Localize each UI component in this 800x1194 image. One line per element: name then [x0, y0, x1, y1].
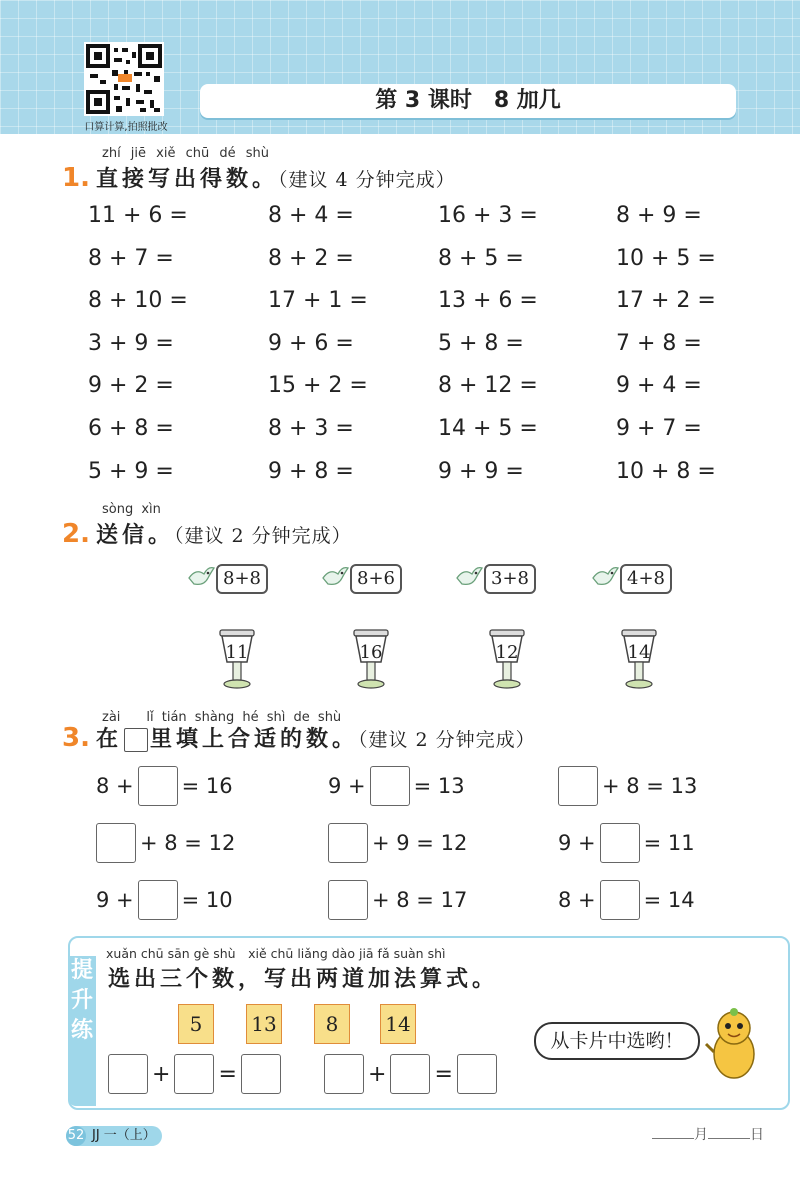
fill-equation [328, 823, 467, 863]
answer-box[interactable] [96, 823, 136, 863]
mascot-icon [704, 1004, 764, 1088]
answer-box[interactable] [138, 766, 178, 806]
equation-prefix: 9 + [328, 774, 366, 798]
equation-item: 9 + 6 = [268, 330, 354, 356]
mailbox-number: 11 [225, 642, 249, 663]
answer-box[interactable] [370, 766, 410, 806]
answer-box[interactable] [600, 880, 640, 920]
equation-item: 10 + 8 = [616, 458, 716, 484]
plus-sign: + [368, 1061, 387, 1087]
answer-box[interactable] [457, 1054, 497, 1094]
letter-label: 3+8 [484, 564, 536, 594]
equation-item: 9 + 8 = [268, 458, 354, 484]
fill-equation [558, 823, 695, 863]
section1-hint: （建议 4 分钟完成） [277, 169, 456, 191]
equation-item: 8 + 4 = [268, 203, 354, 228]
fill-equation [328, 766, 465, 806]
practice-title: 选出三个数，写出两道加法算式。 [108, 967, 499, 992]
equation-item: 9 + 4 = [616, 373, 702, 399]
date-field [652, 1124, 764, 1144]
answer-box[interactable] [390, 1054, 430, 1094]
section2-title-text: 送信。 [95, 523, 174, 548]
equation-item: 8 + 7 = [88, 245, 174, 271]
qr-caption: 口算计算,拍照批改 [84, 122, 168, 133]
fill-equation [328, 880, 467, 920]
equation-prefix: 9 + [96, 888, 134, 912]
date-month-label: 月 [694, 1127, 708, 1143]
practice-pinyin: xuǎn chū sān gè shù xiě chū liǎng dào jiā fǎ suàn shì [106, 946, 446, 961]
letter-label: 4+8 [620, 564, 672, 594]
dove-icon [320, 562, 350, 596]
equation-item: 9 + 7 = [616, 416, 702, 441]
fill-equation [558, 766, 697, 806]
dove-icon [590, 562, 620, 596]
dove-icon [454, 562, 484, 596]
qr-code-icon[interactable] [84, 42, 164, 116]
plus-sign: + [152, 1061, 171, 1087]
section3-hint: （建议 2 分钟完成） [358, 729, 536, 751]
section2-pinyin: sòng xìn [102, 502, 161, 517]
equation-suffix: = 13 [413, 774, 465, 798]
equation-prefix: 9 + [558, 831, 596, 855]
equation-item: 9 + 2 = [88, 373, 174, 399]
section3-title [62, 722, 536, 753]
page-title: 第 3 课时 8 加几 [200, 84, 736, 118]
equals-sign: = [218, 1061, 237, 1087]
equation-suffix: = 14 [643, 888, 695, 912]
equation-item: 8 + 10 = [88, 288, 188, 314]
fill-equation [96, 880, 233, 920]
answer-box[interactable] [174, 1054, 214, 1094]
section3-title-pre: 在 [95, 727, 122, 752]
equation-suffix: + 9 = 12 [372, 831, 468, 855]
answer-box[interactable] [138, 880, 178, 920]
equation-suffix: = 11 [643, 831, 695, 855]
dove-icon [186, 562, 216, 596]
section1-title-text: 直接写出得数。 [95, 167, 278, 192]
number-card[interactable]: 5 [178, 1004, 214, 1044]
equation-item: 10 + 5 = [616, 245, 716, 271]
equation-item: 13 + 6 = [438, 288, 538, 314]
answer-box[interactable] [108, 1054, 148, 1094]
equation-suffix: + 8 = 13 [602, 774, 698, 798]
answer-box[interactable] [241, 1054, 281, 1094]
title-blank-box [124, 728, 148, 752]
equation-item: 11 + 6 = [88, 203, 188, 228]
letter-label: 8+8 [216, 564, 268, 594]
fill-equation [96, 766, 233, 806]
section2-title [62, 518, 352, 549]
equation-suffix: = 10 [181, 888, 233, 912]
equation-suffix: + 8 = 17 [372, 888, 468, 912]
number-card[interactable]: 14 [380, 1004, 416, 1044]
equation-item: 8 + 9 = [616, 203, 702, 228]
equation-item: 5 + 8 = [438, 330, 524, 356]
number-card[interactable]: 13 [246, 1004, 282, 1044]
mailbox-number: 12 [495, 642, 519, 663]
equation-suffix: = 16 [181, 774, 233, 798]
equation-item: 14 + 5 = [438, 416, 538, 441]
equation-item: 15 + 2 = [268, 373, 368, 399]
page-footer-label [66, 1126, 162, 1146]
equation-item: 17 + 2 = [616, 288, 716, 314]
equation-prefix: 8 + [96, 774, 134, 798]
answer-box[interactable] [600, 823, 640, 863]
section1-pinyin: zhí jiē xiě chū dé shù [102, 146, 269, 161]
equation-item: 7 + 8 = [616, 330, 702, 356]
letter-card[interactable] [186, 562, 266, 594]
answer-box[interactable] [328, 823, 368, 863]
mailbox-lamp[interactable] [482, 628, 532, 692]
speech-bubble: 从卡片中选哟！ [534, 1022, 700, 1060]
equation-item: 8 + 12 = [438, 373, 538, 399]
fill-equation [96, 823, 235, 863]
mailbox-lamp[interactable] [614, 628, 664, 692]
fill-equation [558, 880, 695, 920]
equation-item: 8 + 2 = [268, 245, 354, 271]
mailbox-number: 14 [627, 642, 651, 663]
mailbox-lamp[interactable] [346, 628, 396, 692]
equation-item: 8 + 3 = [268, 416, 354, 441]
mailbox-number: 16 [359, 642, 383, 663]
section2-hint: （建议 2 分钟完成） [173, 525, 352, 547]
letter-card[interactable] [320, 562, 400, 594]
date-day-label: 日 [750, 1127, 764, 1143]
page-number: 52 [66, 1126, 86, 1146]
equation-item: 16 + 3 = [438, 203, 538, 228]
section3-number: 3. [62, 723, 90, 753]
equation-item: 8 + 5 = [438, 245, 524, 271]
blank-equation [108, 1054, 281, 1094]
section3-title-post: 里填上合适的数。 [149, 727, 358, 752]
practice-tag: 提升练 [68, 956, 96, 1106]
equals-sign: = [434, 1061, 453, 1087]
answer-box[interactable] [324, 1054, 364, 1094]
section3-pinyin: zài lǐ tián shàng hé shì de shù [102, 710, 342, 725]
equation-item: 6 + 8 = [88, 416, 174, 441]
answer-box[interactable] [558, 766, 598, 806]
letter-card[interactable] [454, 562, 534, 594]
answer-box[interactable] [328, 880, 368, 920]
equation-suffix: + 8 = 12 [140, 831, 236, 855]
equation-prefix: 8 + [558, 888, 596, 912]
section1-number: 1. [62, 163, 90, 193]
section2-number: 2. [62, 519, 90, 549]
letter-card[interactable] [590, 562, 670, 594]
mailbox-lamp[interactable] [212, 628, 262, 692]
equation-item: 9 + 9 = [438, 458, 524, 484]
equation-item: 3 + 9 = [88, 330, 174, 356]
blank-equation [324, 1054, 497, 1094]
equation-item: 5 + 9 = [88, 458, 174, 484]
book-label: JJ 一（上） [92, 1128, 156, 1143]
number-card[interactable]: 8 [314, 1004, 350, 1044]
equation-item: 17 + 1 = [268, 288, 368, 314]
letter-label: 8+6 [350, 564, 402, 594]
section1-title [62, 162, 456, 193]
